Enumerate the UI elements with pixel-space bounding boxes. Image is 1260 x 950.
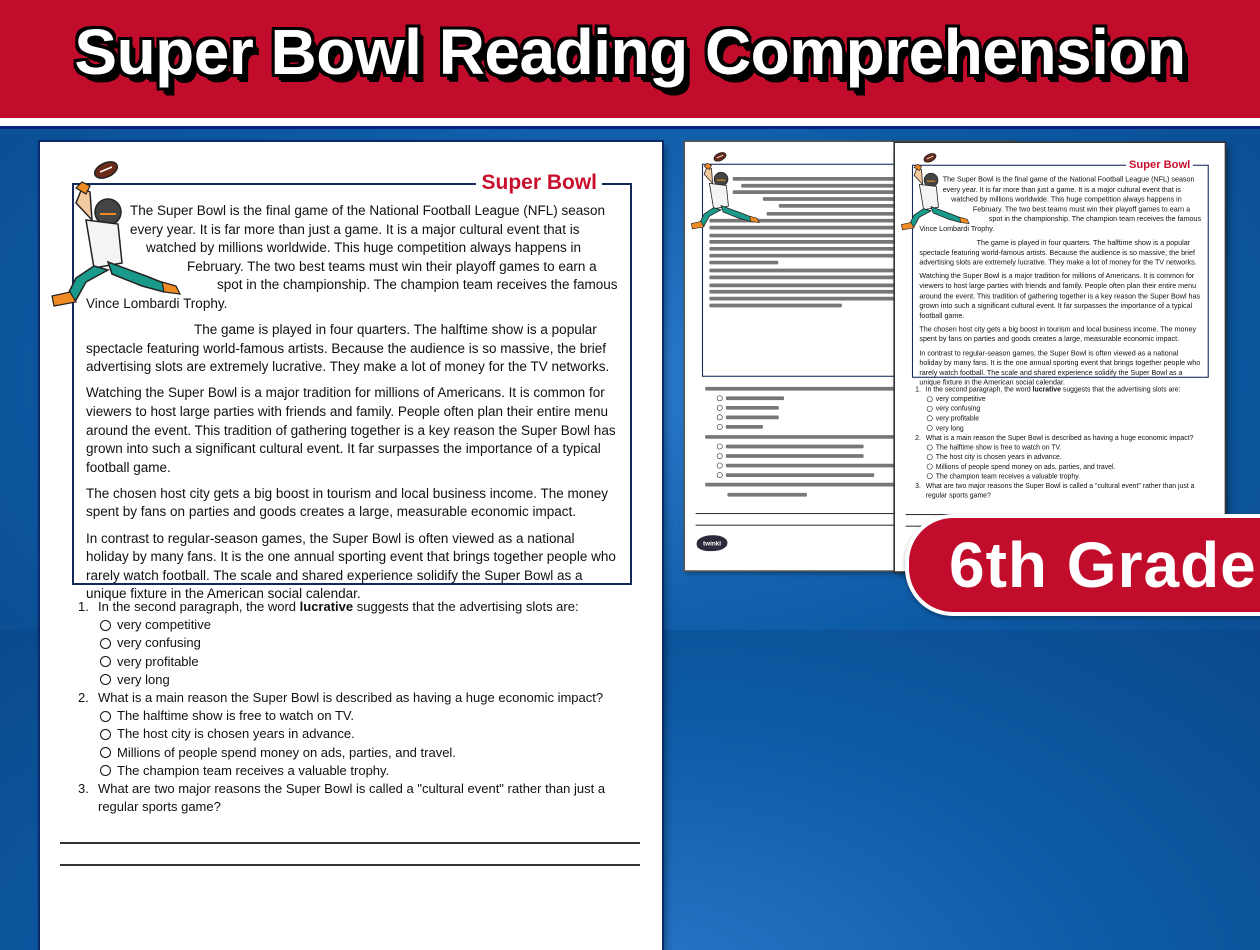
radio-circle-icon[interactable] — [717, 453, 723, 459]
radio-circle-icon[interactable] — [927, 454, 933, 460]
question-list — [915, 385, 1212, 501]
radio-circle-icon[interactable] — [100, 620, 111, 631]
option-label: very long — [935, 423, 964, 432]
option-label: The host city is chosen years in advance. — [935, 452, 1062, 461]
passage-paragraph: The game is played in four quarters. The halftime show is a popular spectacle featuring world-famous artists. Because the audience is so massive, the brief advertising slots are extremely lucrative. They make a lot of money for the TV networks. — [919, 238, 1197, 267]
question-keyword: lucrative — [299, 599, 354, 614]
answer-option[interactable] — [926, 462, 1212, 472]
passage-paragraph: In contrast to regular-season games, the Super Bowl is often viewed as a national holiday by many fans. It is the one annual sporting event that brings together people who rarely watch football. The scale and shared experience solidify the Super Bowl as a unique fixture in the American social calendar. — [86, 530, 616, 602]
answer-line — [60, 842, 640, 844]
football-player-illustration — [46, 158, 188, 308]
football-player-illustration — [688, 150, 763, 230]
passage-paragraph: Watching the Super Bowl is a major tradition for millions of Americans. It is common for viewers to host large parties with friends and family. People often plan their entire menu around the event. This tradition of gathering together is a key reason the Super Bowl has grown into such a significant cultural event. It far surpasses the importance of a typical football game. — [919, 271, 1201, 320]
divider-stripe — [0, 118, 1260, 126]
option-label: very profitable — [117, 653, 199, 669]
radio-circle-icon[interactable] — [927, 406, 933, 412]
worksheet — [895, 143, 1225, 571]
option-label: very competitive — [117, 617, 211, 633]
answer-option[interactable] — [926, 414, 1212, 424]
radio-circle-icon[interactable] — [100, 711, 111, 722]
radio-circle-icon[interactable] — [927, 416, 933, 422]
question-text: What is a main reason the Super Bowl is described as having a huge economic impact? — [925, 433, 1194, 442]
passage-heading: Super Bowl — [476, 171, 602, 195]
passage-paragraph: In contrast to regular-season games, the Super Bowl is often viewed as a national holiday by many fans. It is the one annual sporting event that brings together people who rarely watch football. The scale and shared experience solidify the Super Bowl as a unique fixture in the American social calendar. — [919, 348, 1201, 387]
radio-circle-icon[interactable] — [717, 443, 723, 449]
question-text-end: suggests that the advertising slots are: — [1060, 385, 1181, 394]
option-label: very long — [117, 671, 170, 687]
question-text: What are two major reasons the Super Bowl is called a "cultural event" rather than just a regular sports game? — [925, 481, 1195, 500]
answer-option[interactable] — [98, 725, 638, 743]
radio-circle-icon[interactable] — [927, 396, 933, 402]
question-text-end: suggests that the advertising slots are: — [353, 599, 579, 614]
option-label: very confusing — [117, 635, 201, 651]
option-label: very profitable — [935, 414, 980, 423]
radio-circle-icon[interactable] — [717, 424, 723, 430]
question — [915, 433, 1212, 481]
question-keyword: lucrative — [1032, 385, 1061, 394]
question — [915, 385, 1212, 433]
question-text: In the second paragraph, the word — [98, 599, 300, 614]
answer-option[interactable] — [926, 394, 1212, 404]
question-text: What are two major reasons the Super Bowl is called a "cultural event" rather than just a regular sports game? — [98, 781, 606, 815]
grade-label: 6th Grade — [949, 529, 1257, 601]
radio-circle-icon[interactable] — [927, 464, 933, 470]
radio-circle-icon[interactable] — [100, 765, 111, 776]
question-number: 3. — [78, 781, 89, 797]
answer-option[interactable] — [926, 404, 1212, 414]
twinkl-logo: twinkl — [697, 535, 728, 551]
question-number: 1. — [78, 599, 89, 614]
question — [78, 780, 638, 816]
worksheet — [40, 142, 662, 950]
passage-paragraph: The Super Bowl is the final game of the National Football League (NFL) season every year. It is far more than just a game. It is a major cultural event that is watched by millions worldwide. This huge competition always happens in February. The two best teams must win their playoff games to earn a spot in the championship. The champion team receives the famous Vince Lombardi Trophy. — [919, 175, 1202, 233]
option-label: Millions of people spend money on ads, parties, and travel. — [117, 744, 456, 760]
passage-paragraph: The chosen host city gets a big boost in tourism and local business income. The money spent by fans on parties and goods creates a large, measurable economic impact. — [919, 325, 1197, 344]
answer-option[interactable] — [926, 472, 1212, 482]
radio-circle-icon[interactable] — [100, 747, 111, 758]
question-number: 1. — [915, 385, 921, 394]
page-title: Super Bowl Reading Comprehension — [74, 16, 1186, 88]
radio-circle-icon[interactable] — [100, 674, 111, 685]
question — [78, 598, 638, 689]
option-label: The halftime show is free to watch on TV. — [117, 708, 355, 724]
question — [915, 481, 1212, 500]
radio-circle-icon[interactable] — [717, 405, 723, 411]
worksheet-preview-front — [895, 143, 1225, 571]
passage-paragraph: The Super Bowl is the final game of the National Football League (NFL) season every year. It is far more than just a game. It is a major cultural event that is watched by millions worldwide. This huge competition always happens in February. The two best teams must win their playoff games to earn a spot in the championship. The champion team receives the famous Vince Lombardi Trophy. — [86, 203, 618, 311]
option-label: The champion team receives a valuable trophy. — [935, 472, 1081, 480]
answer-option[interactable] — [98, 671, 638, 689]
question-number: 3. — [915, 481, 921, 490]
answer-option[interactable] — [98, 616, 638, 634]
answer-option[interactable] — [98, 744, 638, 762]
answer-option[interactable] — [98, 707, 638, 725]
answer-option[interactable] — [98, 634, 638, 652]
option-label: The champion team receives a valuable trophy. — [117, 762, 390, 778]
radio-circle-icon[interactable] — [927, 473, 933, 479]
radio-circle-icon[interactable] — [100, 656, 111, 667]
grade-badge — [905, 514, 1260, 616]
radio-circle-icon[interactable] — [927, 425, 933, 431]
radio-circle-icon[interactable] — [717, 472, 723, 478]
answer-option[interactable] — [926, 443, 1212, 453]
answer-option[interactable] — [926, 423, 1212, 433]
option-label: The host city is chosen years in advance. — [117, 726, 355, 742]
answer-option[interactable] — [98, 762, 638, 780]
option-label: very competitive — [935, 394, 986, 403]
passage-paragraph: The game is played in four quarters. The halftime show is a popular spectacle featuring world-famous artists. Because the audience is so massive, the brief advertising slots are extremely lucrative. They make a lot of money for the TV networks. — [86, 322, 610, 375]
question-text: In the second paragraph, the word — [925, 385, 1033, 394]
answer-line — [60, 864, 640, 866]
option-label: Millions of people spend money on ads, parties, and travel. — [935, 462, 1116, 471]
option-label: The halftime show is free to watch on TV. — [935, 443, 1062, 452]
question-number: 2. — [915, 433, 921, 442]
question-number: 2. — [78, 690, 89, 706]
radio-circle-icon[interactable] — [717, 395, 723, 401]
option-label: very confusing — [935, 404, 981, 413]
worksheet-preview-main — [40, 142, 662, 950]
radio-circle-icon[interactable] — [100, 729, 111, 740]
answer-option[interactable] — [98, 653, 638, 671]
radio-circle-icon[interactable] — [927, 444, 933, 450]
answer-option[interactable] — [926, 452, 1212, 462]
radio-circle-icon[interactable] — [717, 415, 723, 421]
divider-line — [0, 126, 1260, 129]
radio-circle-icon[interactable] — [717, 463, 723, 469]
radio-circle-icon[interactable] — [100, 638, 111, 649]
question-list — [78, 598, 638, 816]
football-player-illustration — [898, 151, 973, 231]
passage-heading: Super Bowl — [1126, 158, 1193, 171]
passage-paragraph: The chosen host city gets a big boost in tourism and local business income. The money spent by fans on parties and goods creates a large, measurable economic impact. — [86, 485, 609, 520]
question-text: What is a main reason the Super Bowl is described as having a huge economic impact? — [98, 690, 604, 706]
question — [78, 689, 638, 780]
passage-paragraph: Watching the Super Bowl is a major tradition for millions of Americans. It is common for viewers to host large parties with friends and family. People often plan their entire menu around the event. This tradition of gathering together is a key reason the Super Bowl has grown into such a significant cultural event. It far surpasses the importance of a typical football game. — [86, 385, 616, 475]
